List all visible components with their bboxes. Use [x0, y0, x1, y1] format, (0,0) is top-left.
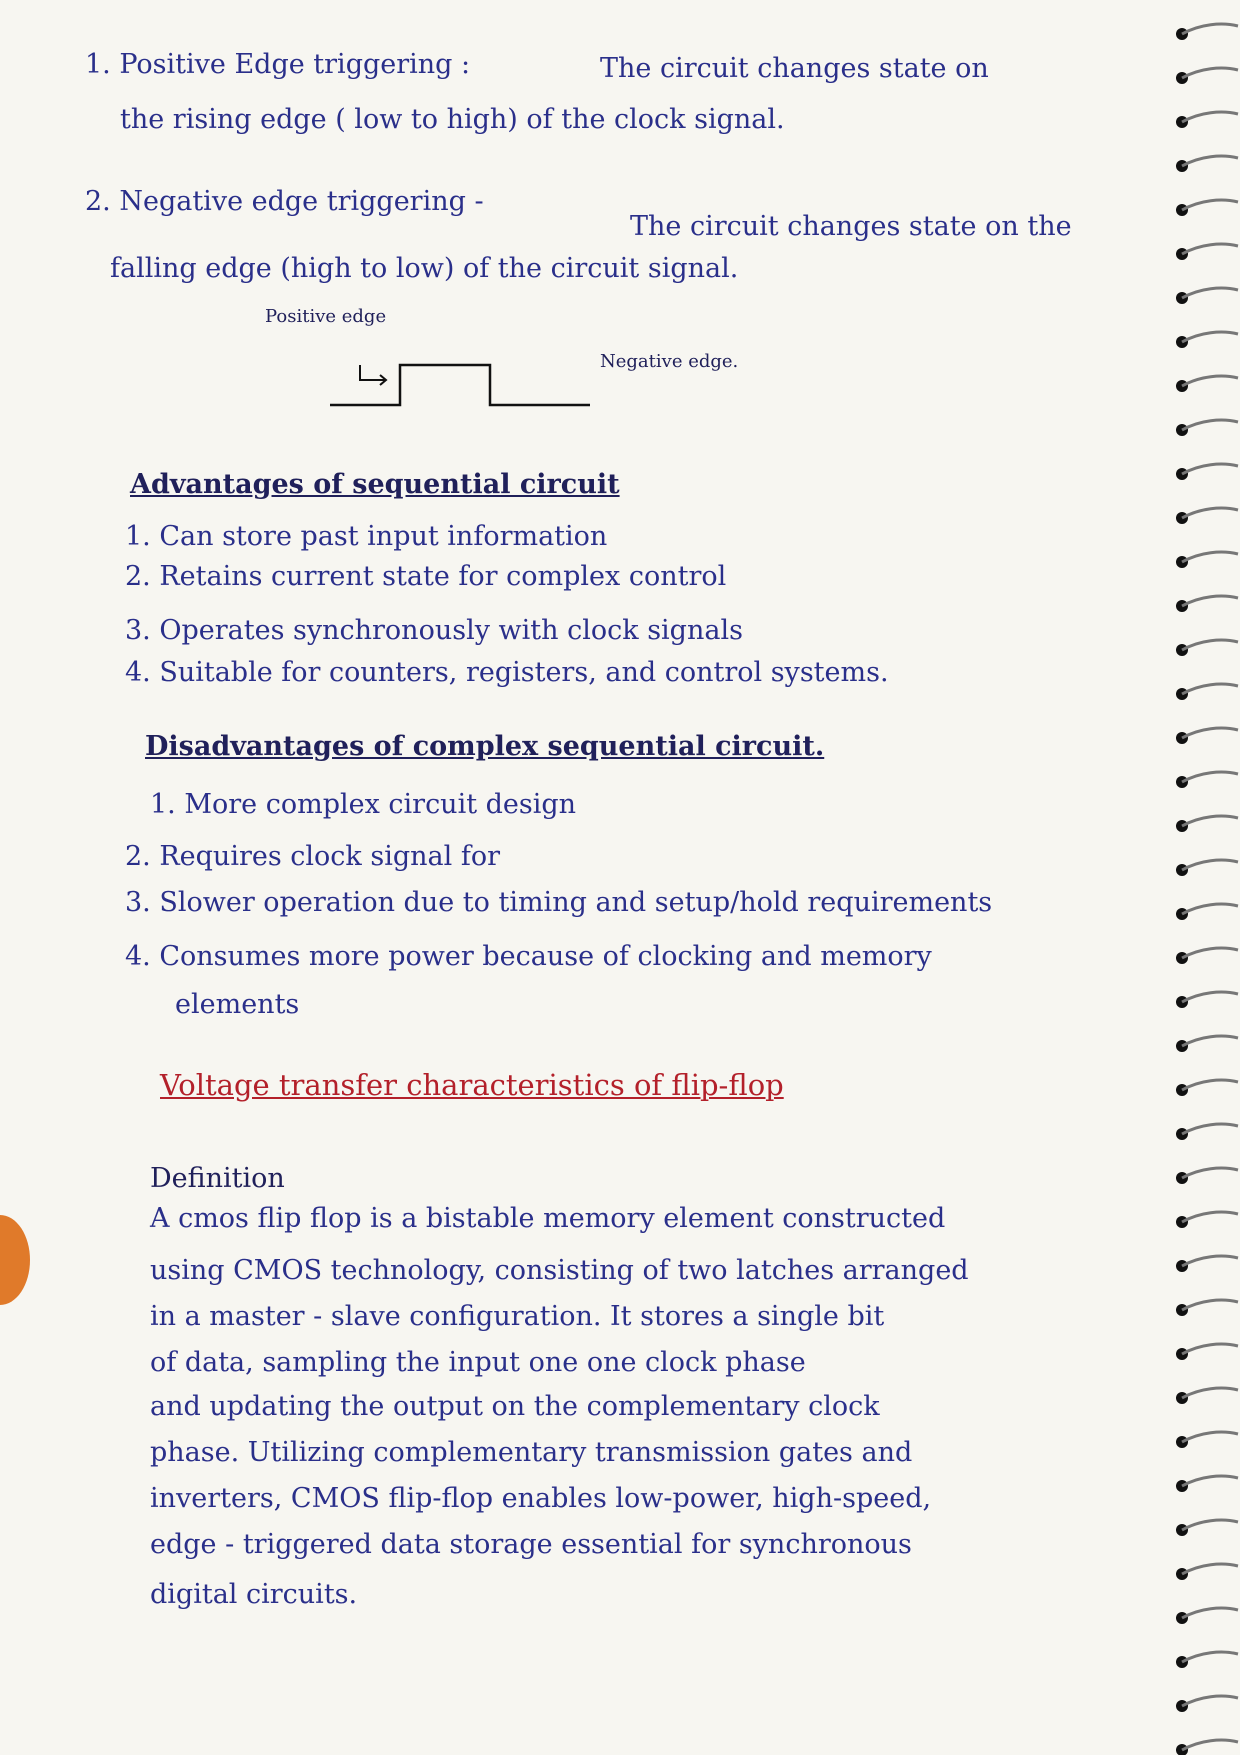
item1-label: 1. Positive Edge triggering :	[85, 49, 471, 80]
binding-wire	[1182, 1432, 1238, 1442]
binding-wire	[1182, 596, 1238, 606]
binding-wire	[1182, 112, 1238, 122]
item2-label: 2. Negative edge triggering -	[85, 186, 484, 217]
binding-wire	[1182, 816, 1238, 826]
binding-wire	[1182, 1124, 1238, 1134]
binding-wire	[1182, 904, 1238, 914]
binding-wire	[1182, 992, 1238, 1002]
disadvantage-item-3: 3. Slower operation due to timing and setup/hold requirements	[125, 887, 993, 918]
binding-wire	[1182, 68, 1238, 78]
vtc-heading: Voltage transfer characteristics of flip-flop	[160, 1068, 784, 1102]
binding-wire	[1182, 200, 1238, 210]
binding-wire	[1182, 1608, 1238, 1618]
binding-wire	[1182, 1696, 1238, 1706]
binding-wire	[1182, 24, 1238, 34]
definition-line-9: digital circuits.	[150, 1579, 358, 1610]
definition-line-8: edge - triggered data storage essential for synchronous	[150, 1529, 912, 1560]
definition-line-6: phase. Utilizing complementary transmission gates and	[150, 1437, 913, 1468]
definition-line-1: A cmos flip flop is a bistable memory element constructed	[150, 1203, 946, 1234]
definition-line-2: using CMOS technology, consisting of two latches arranged	[150, 1255, 969, 1286]
binding-wire	[1182, 1388, 1238, 1398]
item2-text-b: falling edge (high to low) of the circuit signal.	[110, 253, 739, 284]
binding-wire	[1182, 772, 1238, 782]
binding-wire	[1182, 1080, 1238, 1090]
binding-wire	[1182, 508, 1238, 518]
clock-edge-diagram	[320, 330, 620, 440]
disadvantages-heading: Disadvantages of complex sequential circuit.	[145, 731, 825, 762]
item1-text-b: the rising edge ( low to high) of the clock signal.	[120, 104, 785, 135]
advantage-item-3: 3. Operates synchronously with clock signals	[125, 615, 743, 646]
binding-wire	[1182, 640, 1238, 650]
binding-wire	[1182, 376, 1238, 386]
definition-line-7: inverters, CMOS flip-flop enables low-power, high-speed,	[150, 1483, 932, 1514]
item1-text-a: The circuit changes state on	[600, 53, 989, 84]
disadvantage-item-4-cont: elements	[175, 989, 300, 1020]
binding-wire	[1182, 860, 1238, 870]
item2-text-a: The circuit changes state on the	[630, 211, 1072, 242]
negative-edge-label: Negative edge.	[600, 351, 739, 372]
advantage-item-1: 1. Can store past input information	[125, 521, 608, 552]
binding-wire	[1182, 948, 1238, 958]
positive-edge-label: Positive edge	[265, 306, 387, 327]
binding-wire	[1182, 244, 1238, 254]
binding-wire	[1182, 1036, 1238, 1046]
binding-wire	[1182, 1344, 1238, 1354]
binding-wire	[1182, 1564, 1238, 1574]
binding-wire	[1182, 1168, 1238, 1178]
definition-line-5: and updating the output on the complementary clock	[150, 1391, 880, 1422]
binding-wire	[1182, 552, 1238, 562]
definition-label: Definition	[150, 1163, 285, 1194]
binding-wire	[1182, 1740, 1238, 1750]
advantages-heading: Advantages of sequential circuit	[130, 469, 620, 500]
binding-wire	[1182, 332, 1238, 342]
spiral-binding	[1160, 0, 1240, 1755]
binding-wire	[1182, 1212, 1238, 1222]
binding-wire	[1182, 1256, 1238, 1266]
binding-wire	[1182, 1652, 1238, 1662]
disadvantage-item-1: 1. More complex circuit design	[150, 789, 577, 820]
binding-wire	[1182, 728, 1238, 738]
orange-tab-marker	[0, 1215, 30, 1305]
binding-wire	[1182, 684, 1238, 694]
binding-wire	[1182, 1300, 1238, 1310]
binding-wire	[1182, 156, 1238, 166]
definition-line-3: in a master - slave configuration. It stores a single bit	[150, 1301, 885, 1332]
definition-line-4: of data, sampling the input one one clock phase	[150, 1347, 806, 1378]
disadvantage-item-2: 2. Requires clock signal for	[125, 841, 500, 872]
disadvantage-item-4: 4. Consumes more power because of clocking and memory	[125, 941, 932, 972]
advantage-item-2: 2. Retains current state for complex control	[125, 561, 727, 592]
binding-wire	[1182, 1520, 1238, 1530]
binding-wire	[1182, 1476, 1238, 1486]
binding-wire	[1182, 420, 1238, 430]
advantage-item-4: 4. Suitable for counters, registers, and control systems.	[125, 657, 889, 688]
binding-wire	[1182, 288, 1238, 298]
binding-wire	[1182, 464, 1238, 474]
